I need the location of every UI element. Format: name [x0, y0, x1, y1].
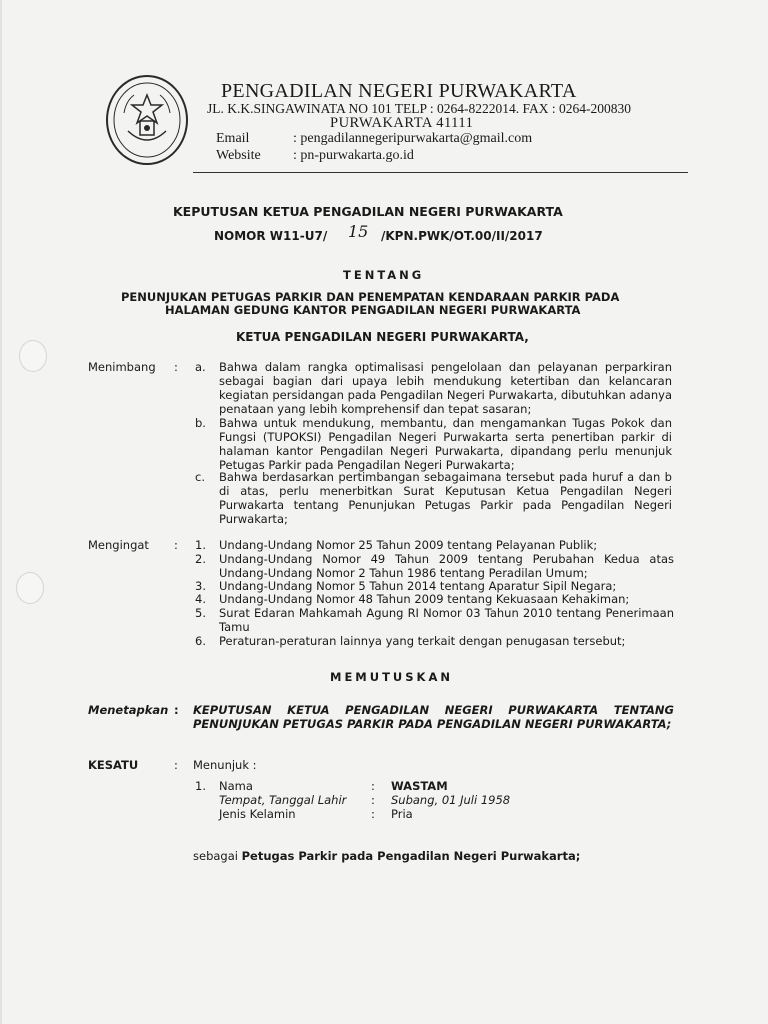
field-name-label: Nama: [219, 779, 253, 793]
mengingat-num: 3.: [195, 579, 206, 593]
menimbang-item-c: Bahwa berdasarkan pertimbangan sebagaimana tersebut pada huruf a dan b di atas, perlu menerbitkan Surat Keputusan Ketua Pengadilan Negeri Purwakarta tentang Penunjukan Petugas Parkir pada Pengadilan Negeri Purwakarta;: [219, 470, 672, 526]
menimbang-colon: :: [174, 360, 178, 374]
menimbang-label: Menimbang: [88, 360, 156, 374]
subject-line-2: HALAMAN GEDUNG KANTOR PENGADILAN NEGERI PURWAKARTA: [165, 303, 581, 317]
field-gender-label: Jenis Kelamin: [219, 807, 296, 821]
closing-bold: Petugas Parkir pada Pengadilan Negeri Purwakarta;: [241, 849, 581, 863]
kesatu-num: 1.: [195, 779, 206, 793]
email-value: : pengadilannegeripurwakarta@gmail.com: [293, 131, 533, 146]
tentang-heading: TENTANG: [343, 268, 425, 282]
subject-line-1: PENUNJUKAN PETUGAS PARKIR DAN PENEMPATAN KENDARAAN PARKIR PADA: [121, 290, 620, 304]
mengingat-item: Undang-Undang Nomor 5 Tahun 2014 tentang Aparatur Sipil Negara;: [219, 579, 617, 593]
kesatu-label: KESATU: [88, 758, 139, 772]
menimbang-letter-a: a.: [195, 360, 206, 374]
decree-number-suffix: /KPN.PWK/OT.00/II/2017: [381, 229, 543, 243]
letterhead-divider: [193, 172, 688, 173]
mengingat-num: 5.: [195, 606, 206, 620]
decree-title: KEPUTUSAN KETUA PENGADILAN NEGERI PURWAKARTA: [173, 204, 563, 219]
mengingat-item: Undang-Undang Nomor 48 Tahun 2009 tentang Kekuasaan Kehakiman;: [219, 592, 630, 606]
memutuskan-heading: MEMUTUSKAN: [330, 670, 453, 684]
closing-prefix: sebagai: [193, 849, 238, 863]
field-gender-colon: :: [371, 807, 375, 821]
mengingat-item: Surat Edaran Mahkamah Agung RI Nomor 03 Tahun 2010 tentang Penerimaan Tamu: [219, 606, 674, 634]
mengingat-num: 4.: [195, 592, 206, 606]
court-address: JL. K.K.SINGAWINATA NO 101 TELP : 0264-8222014. FAX : 0264-200830: [207, 101, 631, 116]
menetapkan-colon: :: [174, 703, 179, 717]
decree-number-handwritten: 15: [348, 222, 369, 241]
menimbang-item-b: Bahwa untuk mendukung, membantu, dan mengamankan Tugas Pokok dan Fungsi (TUPOKSI) Pengadilan Negeri Purwakarta serta penertiban parkir di halaman kantor Pengadilan Negeri Purwakarta, dipandang perlu menunjuk Petugas Parkir pada Pengadilan Negeri Purwakarta;: [219, 416, 672, 472]
mengingat-num: 6.: [195, 634, 206, 648]
court-city: PURWAKARTA 41111: [330, 115, 474, 131]
mengingat-item: Undang-Undang Nomor 49 Tahun 2009 tentang Perubahan Kedua atas Undang-Undang Nomor 2 Tahun 1986 tentang Peradilan Umum;: [219, 552, 674, 580]
mengingat-item: Peraturan-peraturan lainnya yang terkait dengan penugasan tersebut;: [219, 634, 626, 648]
menetapkan-text: KEPUTUSAN KETUA PENGADILAN NEGERI PURWAKARTA TENTANG PENUNJUKAN PETUGAS PARKIR PADA PENGADILAN NEGERI PURWAKARTA;: [193, 703, 674, 731]
menimbang-item-a: Bahwa dalam rangka optimalisasi pengelolaan dan pelayanan perparkiran sebagai bagian dari upaya lebih mendukung ketertiban dan kelancaran kegiatan persidangan pada Pengadilan Negeri Purwakarta, dibutuhkan adanya penataan yang lebih komprehensif dan tepat sasaran;: [219, 360, 672, 416]
decree-number-prefix: NOMOR W11-U7/: [214, 229, 328, 243]
mengingat-num: 2.: [195, 552, 206, 566]
mengingat-label: Mengingat: [88, 538, 149, 552]
punch-hole: [19, 340, 47, 372]
email-label: Email: [216, 131, 250, 146]
ketua-heading: KETUA PENGADILAN NEGERI PURWAKARTA,: [236, 330, 529, 344]
mengingat-colon: :: [174, 538, 178, 552]
field-birth-label: Tempat, Tanggal Lahir: [219, 793, 347, 807]
court-name: PENGADILAN NEGERI PURWAKARTA: [221, 80, 577, 102]
punch-hole: [16, 572, 44, 604]
field-name-value: WASTAM: [391, 779, 448, 793]
field-birth-value: Subang, 01 Juli 1958: [391, 793, 511, 807]
kesatu-colon: :: [174, 758, 178, 772]
website-value: : pn-purwakarta.go.id: [293, 148, 414, 163]
mengingat-item: Undang-Undang Nomor 25 Tahun 2009 tentang Pelayanan Publik;: [219, 538, 598, 552]
menimbang-letter-b: b.: [195, 416, 206, 430]
field-name-colon: :: [371, 779, 375, 793]
scan-edge: [0, 0, 2, 1024]
menimbang-letter-c: c.: [195, 470, 205, 484]
mengingat-num: 1.: [195, 538, 206, 552]
kesatu-intro: Menunjuk :: [193, 758, 257, 772]
kesatu-closing: [193, 849, 580, 863]
menetapkan-label: Menetapkan: [88, 703, 169, 717]
field-gender-value: Pria: [391, 807, 413, 821]
court-seal-logo: [104, 73, 190, 167]
website-label: Website: [216, 148, 261, 163]
field-birth-colon: :: [371, 793, 375, 807]
